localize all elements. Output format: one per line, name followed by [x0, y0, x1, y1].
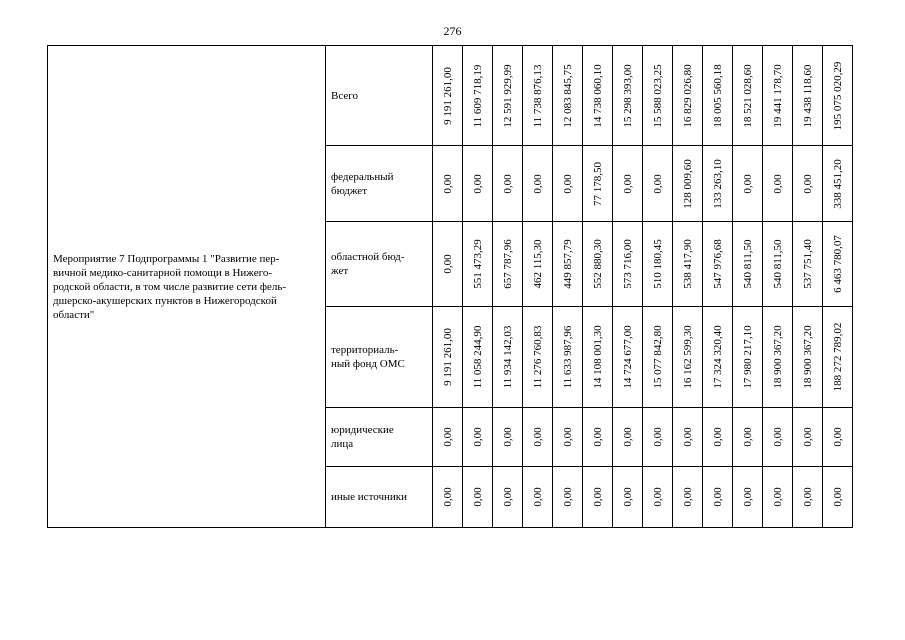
value-cell: [493, 46, 523, 146]
value-text: 11 633 987,96: [561, 325, 574, 389]
value-cell: [823, 307, 853, 408]
funding-source-line: жет: [331, 265, 349, 277]
value-cell: [793, 408, 823, 467]
value-cell: [583, 46, 613, 146]
value-text: 14 738 060,10: [591, 63, 604, 128]
value-cell: [433, 408, 463, 467]
value-cell: [703, 146, 733, 222]
value-text: 449 857,79: [561, 239, 574, 289]
value-cell: [553, 408, 583, 467]
value-text: 18 005 560,18: [711, 63, 724, 128]
funding-source-cell: [326, 307, 433, 408]
value-cell: [463, 467, 493, 528]
value-text: 0,00: [741, 427, 754, 447]
value-text: 0,00: [471, 173, 484, 194]
funding-source-line: территориаль-: [331, 344, 399, 356]
value-text: 16 829 026,80: [681, 63, 694, 128]
budget-table-body: [48, 46, 853, 528]
value-cell: [583, 307, 613, 408]
value-cell: [493, 307, 523, 408]
value-text: 9 191 261,00: [441, 66, 454, 125]
value-cell: [793, 146, 823, 222]
measure-title-line: вичной медико-санитарной помощи в Нижего-: [53, 266, 273, 279]
value-cell: [553, 146, 583, 222]
value-cell: [613, 408, 643, 467]
value-text: 18 900 367,20: [771, 325, 784, 389]
value-text: 0,00: [531, 173, 544, 194]
value-text: 573 716,00: [621, 239, 634, 289]
value-cell: [523, 467, 553, 528]
value-text: 15 077 842,80: [651, 325, 664, 389]
value-text: 0,00: [741, 487, 754, 507]
value-text: 0,00: [591, 487, 604, 507]
value-cell: [613, 467, 643, 528]
value-cell: [703, 46, 733, 146]
value-cell: [733, 46, 763, 146]
value-cell: [763, 46, 793, 146]
value-text: 0,00: [621, 427, 634, 447]
funding-source-cell: [326, 467, 433, 528]
value-cell: [613, 46, 643, 146]
funding-source-label: [326, 423, 432, 451]
funding-source-label: [326, 490, 432, 504]
value-text: 19 438 118,60: [801, 64, 814, 127]
value-cell: [463, 408, 493, 467]
value-text: 0,00: [681, 487, 694, 507]
value-cell: [493, 467, 523, 528]
value-text: 0,00: [801, 487, 814, 507]
value-cell: [793, 467, 823, 528]
value-text: 15 298 393,00: [621, 63, 634, 128]
funding-source-line: областной бюд-: [331, 251, 405, 263]
value-text: 11 934 142,03: [501, 325, 514, 389]
funding-source-line: ный фонд ОМС: [331, 358, 405, 370]
measure-title-line: дшерско-акушерских пунктов в Нижегородской: [53, 294, 277, 307]
value-cell: [523, 146, 553, 222]
funding-source-cell: [326, 146, 433, 222]
value-text: 338 451,20: [831, 158, 844, 209]
value-text: 12 083 845,75: [561, 63, 574, 128]
value-cell: [523, 408, 553, 467]
value-text: 547 976,68: [711, 239, 724, 289]
funding-source-line: иные источники: [331, 491, 407, 503]
funding-source-cell: [326, 222, 433, 307]
value-text: 0,00: [531, 487, 544, 507]
value-cell: [583, 467, 613, 528]
measure-title-line: области": [53, 308, 95, 321]
value-cell: [733, 467, 763, 528]
value-cell: [763, 146, 793, 222]
value-text: 11 276 760,83: [531, 325, 544, 389]
value-cell: [523, 46, 553, 146]
value-cell: [703, 408, 733, 467]
funding-source-line: юридические: [331, 424, 394, 436]
value-cell: [493, 146, 523, 222]
value-cell: [823, 46, 853, 146]
value-cell: [613, 307, 643, 408]
value-text: 552 880,30: [591, 239, 604, 289]
value-text: 0,00: [831, 427, 844, 447]
value-cell: [733, 222, 763, 307]
measure-title-line: родской области, в том числе развитие сети фель-: [53, 280, 287, 293]
value-cell: [763, 467, 793, 528]
value-text: 0,00: [501, 427, 514, 447]
value-cell: [823, 467, 853, 528]
value-text: 77 178,50: [591, 161, 604, 206]
value-text: 537 751,40: [801, 239, 814, 289]
value-cell: [613, 146, 643, 222]
value-text: 0,00: [591, 427, 604, 447]
value-cell: [553, 46, 583, 146]
value-cell: [673, 408, 703, 467]
funding-source-cell: [326, 408, 433, 467]
value-cell: [733, 408, 763, 467]
value-text: 188 272 789,02: [831, 322, 844, 392]
funding-source-label: [326, 170, 432, 198]
value-text: 0,00: [501, 487, 514, 507]
value-cell: [433, 467, 463, 528]
funding-source-line: бюджет: [331, 184, 367, 197]
funding-source-line: федеральный: [331, 170, 394, 183]
funding-source-label: [326, 343, 432, 371]
value-text: 14 724 677,00: [621, 325, 634, 389]
value-text: 0,00: [561, 173, 574, 194]
table-row: [48, 46, 853, 146]
value-text: 510 180,45: [651, 239, 664, 289]
value-text: 657 787,96: [501, 239, 514, 289]
value-cell: [463, 146, 493, 222]
value-text: 0,00: [711, 427, 724, 447]
value-cell: [553, 307, 583, 408]
value-cell: [463, 307, 493, 408]
value-text: 128 009,60: [681, 158, 694, 209]
value-cell: [433, 222, 463, 307]
value-text: 11 058 244,90: [471, 325, 484, 389]
value-cell: [583, 222, 613, 307]
page-number: 276: [443, 24, 462, 38]
value-text: 0,00: [471, 487, 484, 507]
value-text: 0,00: [621, 487, 634, 507]
value-cell: [793, 46, 823, 146]
value-text: 0,00: [651, 487, 664, 507]
value-text: 0,00: [801, 427, 814, 447]
value-text: 0,00: [801, 173, 814, 194]
value-text: 6 463 780,07: [831, 235, 844, 293]
value-text: 16 162 599,30: [681, 325, 694, 389]
value-cell: [793, 222, 823, 307]
value-text: 0,00: [771, 487, 784, 507]
value-text: 0,00: [681, 427, 694, 447]
value-text: 462 115,30: [531, 239, 544, 289]
value-cell: [823, 222, 853, 307]
value-cell: [793, 307, 823, 408]
value-cell: [583, 146, 613, 222]
value-text: 0,00: [621, 173, 634, 194]
value-text: 0,00: [441, 427, 454, 447]
value-cell: [643, 146, 673, 222]
value-text: 18 900 367,20: [801, 325, 814, 389]
value-text: 540 811,50: [741, 239, 754, 289]
value-text: 540 811,50: [771, 239, 784, 289]
measure-title-cell: [48, 46, 326, 528]
value-cell: [763, 408, 793, 467]
value-text: 538 417,90: [681, 239, 694, 289]
value-cell: [643, 307, 673, 408]
value-text: 19 441 178,70: [771, 63, 784, 128]
funding-source-line: лица: [331, 438, 354, 450]
value-text: 14 108 001,30: [591, 325, 604, 389]
value-text: 11 738 876,13: [531, 64, 544, 127]
value-text: 0,00: [711, 487, 724, 507]
value-text: 0,00: [741, 173, 754, 194]
value-cell: [643, 467, 673, 528]
value-cell: [823, 146, 853, 222]
value-cell: [553, 222, 583, 307]
value-text: 0,00: [561, 487, 574, 507]
value-cell: [613, 222, 643, 307]
value-text: 15 588 023,25: [651, 63, 664, 128]
value-cell: [673, 307, 703, 408]
value-cell: [703, 222, 733, 307]
value-cell: [523, 307, 553, 408]
value-cell: [493, 222, 523, 307]
value-cell: [433, 307, 463, 408]
value-text: 0,00: [651, 427, 664, 447]
funding-source-label: [326, 250, 432, 278]
value-cell: [463, 222, 493, 307]
value-cell: [673, 146, 703, 222]
value-cell: [733, 307, 763, 408]
value-text: 9 191 261,00: [441, 328, 454, 386]
value-text: 0,00: [441, 254, 454, 274]
funding-source-label: [326, 89, 432, 103]
value-cell: [673, 222, 703, 307]
value-text: 0,00: [561, 427, 574, 447]
value-cell: [643, 46, 673, 146]
value-text: 195 075 020,29: [831, 61, 844, 130]
value-cell: [433, 146, 463, 222]
value-text: 17 980 217,10: [741, 325, 754, 389]
value-cell: [583, 408, 613, 467]
value-text: 0,00: [471, 427, 484, 447]
value-cell: [733, 146, 763, 222]
value-cell: [763, 307, 793, 408]
value-cell: [673, 467, 703, 528]
value-cell: [703, 467, 733, 528]
value-text: 0,00: [831, 487, 844, 507]
value-cell: [673, 46, 703, 146]
value-cell: [643, 408, 673, 467]
value-text: 0,00: [441, 487, 454, 507]
funding-source-line: Всего: [331, 89, 358, 102]
value-text: 0,00: [651, 173, 664, 194]
value-text: 12 591 929,99: [501, 63, 514, 128]
funding-source-cell: [326, 46, 433, 146]
value-text: 0,00: [441, 173, 454, 194]
value-text: 17 324 320,40: [711, 325, 724, 389]
value-text: 551 473,29: [471, 239, 484, 289]
measure-title-line: Мероприятие 7 Подпрограммы 1 "Развитие пер-: [53, 252, 280, 265]
value-cell: [553, 467, 583, 528]
measure-title: [48, 252, 325, 322]
value-text: 0,00: [771, 427, 784, 447]
value-text: 11 609 718,19: [471, 64, 484, 127]
value-cell: [763, 222, 793, 307]
value-text: 133 263,10: [711, 158, 724, 209]
value-cell: [433, 46, 463, 146]
value-text: 0,00: [771, 173, 784, 194]
budget-table: [47, 45, 853, 528]
value-text: 18 521 028,60: [741, 63, 754, 128]
value-cell: [643, 222, 673, 307]
value-cell: [523, 222, 553, 307]
value-cell: [703, 307, 733, 408]
value-cell: [823, 408, 853, 467]
value-cell: [493, 408, 523, 467]
value-cell: [463, 46, 493, 146]
value-text: 0,00: [501, 173, 514, 194]
value-text: 0,00: [531, 427, 544, 447]
